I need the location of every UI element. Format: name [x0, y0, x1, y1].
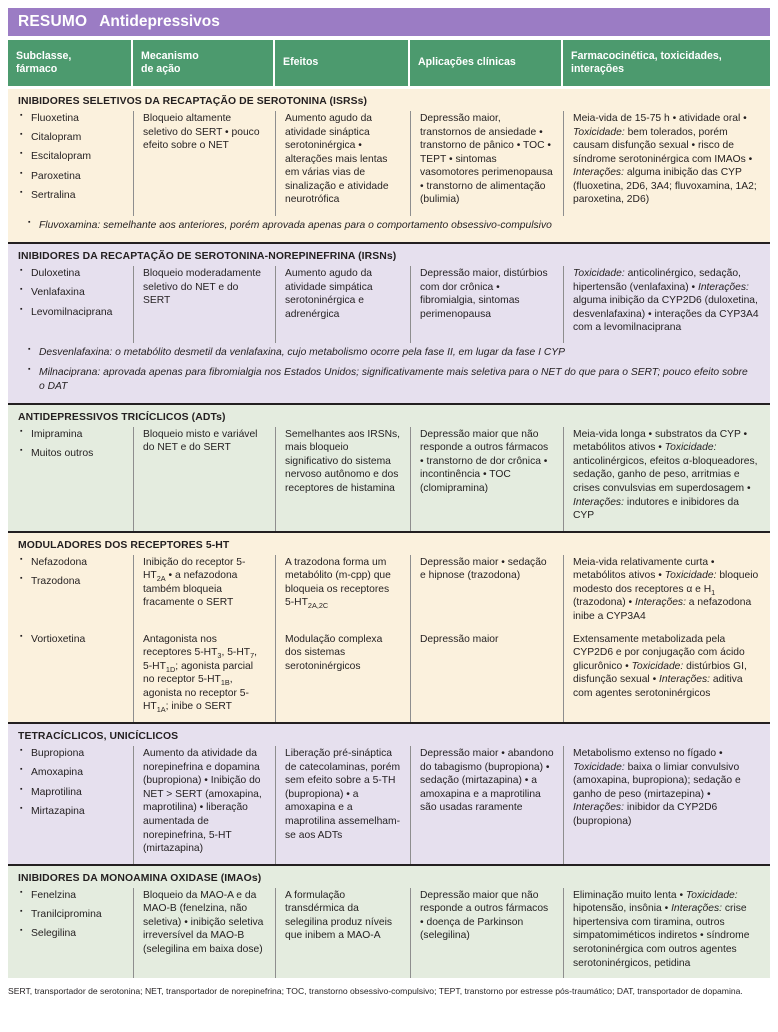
cell-aplicacoes: Depressão maior, distúrbios com dor crônica • fibromialgia, sintomas perimenopausa: [410, 266, 563, 343]
table-row: [8, 427, 770, 531]
cell-subclasse: [8, 111, 133, 216]
cell-farmacocinetica: Meia-vida longa • substratos da CYP • metabólitos ativos • Toxicidade: anticolinérgicos, efeitos α-bloqueadores, sedação, ganho de peso, arritmias e crises convulsvias em superdosagem • Interações: indutores e inibidores da CYP: [563, 427, 770, 531]
cell-aplicacoes: Depressão maior • abandono do tabagismo (bupropiona) • sedação (mirtazapina) • a amoxapina e a maprotilina são usadas raramente: [410, 746, 563, 864]
cell-subclasse: [8, 427, 133, 531]
table-row: [8, 555, 770, 632]
cell-efeitos: A trazodona forma um metabólito (m-cpp) que bloqueia os receptores $5-HT_{2A,2C}$: [275, 555, 410, 632]
drug-item: ▪ Levomilnaciprana: [20, 306, 124, 320]
cell-mecanismo: Bloqueio da MAO-A e da MAO-B (fenelzina, não seletiva) • inibição seletiva irreversível da MAO-B (selegilina em baixa dose): [133, 888, 275, 978]
drug-item: ▪ Tranilcipromina: [20, 908, 124, 922]
cell-aplicacoes: Depressão maior que não responde a outros fármacos • doença de Parkinson (selegilina): [410, 888, 563, 978]
cell-farmacocinetica: Meia-vida de 15-75 h • atividade oral • Toxicidade: bem tolerados, porém causam disfunção sexual • risco de síndrome serotoninérgica com IMAOs • Interações: alguma inibição das CYP (fluoxetina, 2D6, 3A4; fluvoxamina, 1A2; paroxetina, 2D6): [563, 111, 770, 216]
page-title-label: RESUMO: [18, 13, 88, 30]
drug-list: [20, 747, 124, 818]
section-isrs: [8, 89, 770, 242]
cell-efeitos: Aumento agudo da atividade sináptica serotoninérgica • alterações mais lentas em várias vias de sinalização e atividade neurotrófica: [275, 111, 410, 216]
cell-efeitos: Modulação complexa dos sistemas serotoninérgicos: [275, 632, 410, 722]
section-tetra: [8, 722, 770, 864]
drug-list: [20, 267, 124, 319]
summary-table-page: [0, 8, 778, 1032]
column-header-mecanismo-line2: de ação: [141, 63, 181, 75]
cell-subclasse: [8, 632, 133, 722]
cell-efeitos: Semelhantes aos IRSNs, mais bloqueio significativo do sistema nervoso autônomo e dos receptores de histamina: [275, 427, 410, 531]
table-column-headers: [8, 40, 770, 86]
cell-farmacocinetica: Eliminação muito lenta • Toxicidade: hipotensão, insônia • Interações: crise hipertensiva com tiramina, outros simpatomiméticos indiretos • síndrome serotoninérgica com outros agentes serotoninérgicos, petidina: [563, 888, 770, 978]
drug-item: ▪ Citalopram: [20, 131, 124, 145]
section-notes: [8, 216, 770, 242]
drug-item: ▪ Mirtazapina: [20, 805, 124, 819]
cell-mecanismo: Aumento da atividade da norepinefrina e dopamina (bupropiona) • Inibição do NET > SERT (amoxapina, maprotilina) • liberação aumentada de norepinefrina, 5-HT (mirtazapina): [133, 746, 275, 864]
section-title-adt: ANTIDEPRESSIVOS TRICÍCLICOS (ADTs): [18, 411, 226, 423]
section-title-isrs: INIBIDORES SELETIVOS DA RECAPTAÇÃO DE SEROTONINA (ISRSs): [18, 96, 368, 107]
section-note-item: ▪ Desvenlafaxina: o metabólito desmetil da venlafaxina, cujo metabolismo ocorre pela fase II, em lugar da fase I CYP: [28, 346, 756, 360]
cell-efeitos: A formulação transdérmica da selegilina produz níveis que inibem a MAO-A: [275, 888, 410, 978]
section-title-imao: INIBIDORES DA MONOAMINA OXIDASE (IMAOs): [18, 872, 262, 884]
drug-list: [20, 428, 124, 461]
drug-item: ▪ Vortioxetina: [20, 633, 124, 647]
cell-mecanismo: Inibição do receptor $5-HT_{2A}$ • a nefazodona também bloqueia fracamente o SERT: [133, 555, 275, 632]
section-note-item: ▪ Fluvoxamina: semelhante aos anteriores, porém aprovada apenas para o comportamento obsessivo-compulsivo: [28, 219, 756, 233]
drug-item: ▪ Trazodona: [20, 575, 124, 589]
drug-item: ▪ Fluoxetina: [20, 112, 124, 126]
section-adt: [8, 403, 770, 531]
column-header-subclasse-line2: fármaco: [16, 63, 58, 75]
cell-mecanismo: Bloqueio moderadamente seletivo do NET e do SERT: [133, 266, 275, 343]
section-mod5ht: [8, 531, 770, 722]
column-header-subclasse-line1: Subclasse,: [16, 49, 72, 62]
drug-item: ▪ Duloxetina: [20, 267, 124, 281]
cell-mecanismo: Bloqueio altamente seletivo do SERT • pouco efeito sobre o NET: [133, 111, 275, 216]
table-row: [8, 632, 770, 722]
drug-item: ▪ Paroxetina: [20, 170, 124, 184]
cell-subclasse: [8, 888, 133, 978]
section-notes: [8, 343, 770, 403]
drug-item: ▪ Bupropiona: [20, 747, 124, 761]
cell-subclasse: [8, 746, 133, 864]
table-row: [8, 888, 770, 978]
table-row: [8, 746, 770, 864]
cell-efeitos: Aumento agudo da atividade simpática serotoninérgica e adrenérgica: [275, 266, 410, 343]
column-header-efeitos: [275, 40, 410, 86]
cell-aplicacoes: Depressão maior que não responde a outros fármacos • transtorno de dor crônica • incontinência • TOC (clomipramina): [410, 427, 563, 531]
cell-mecanismo: Bloqueio misto e variável do NET e do SERT: [133, 427, 275, 531]
cell-mecanismo: Antagonista nos receptores $5-HT_3$, $5-HT_7$, $5-HT_{1D}$; agonista parcial no receptor $5-HT_{1B}$, agonista no receptor $5-HT_{1A}$; inibe o SERT: [133, 632, 275, 722]
section-note-item: ▪ Milnaciprana: aprovada apenas para fibromialgia nos Estados Unidos; significativamente mais seletiva para o NET do que para o SERT; pouco efeito sobre o DAT: [28, 366, 756, 394]
section-title-tetra: TETRACÍCLICOS, UNICÍCLICOS: [18, 731, 179, 743]
drug-item: ▪ Maprotilina: [20, 786, 124, 800]
column-header-efeitos-line1: Efeitos: [283, 56, 319, 69]
page-title-subject: Antidepressivos: [99, 13, 220, 30]
drug-item: ▪ Venlafaxina: [20, 286, 124, 300]
page-title-bar: [8, 8, 770, 36]
column-header-mecanismo: [133, 40, 275, 86]
cell-subclasse: [8, 266, 133, 343]
cell-aplicacoes: Depressão maior, transtornos de ansiedade • transtorno de pânico • TOC • TEPT • sintomas vasomotores perimenopausa • transtorno de alimentação (bulimia): [410, 111, 563, 216]
section-title-irsn: INIBIDORES DA RECAPTAÇÃO DE SEROTONINA-NOREPINEFRINA (IRSNs): [18, 251, 397, 263]
drug-item: ▪ Sertralina: [20, 189, 124, 203]
cell-subclasse: [8, 555, 133, 632]
column-header-aplicacoes-line1: Aplicações clínicas: [418, 56, 516, 69]
cell-farmacocinetica: Metabolismo extenso no fígado • Toxicidade: baixa o limiar convulsivo (amoxapina, bupropiona); sedação e ganho de peso (mirtazepina) • Interações: inibidor da CYP2D6 (bupropiona): [563, 746, 770, 864]
table-row: [8, 111, 770, 216]
cell-farmacocinetica: Toxicidade: anticolinérgico, sedação, hipertensão (venlafaxina) • Interações: alguma inibição da CYP2D6 (duloxetina, desvenlafaxina) • interações da CYP3A4 com a levomilnaciprana: [563, 266, 770, 343]
column-header-farmacocinetica-line1: Farmacocinética, toxicidades,: [571, 49, 722, 62]
drug-list: [20, 556, 124, 589]
drug-list: [20, 633, 124, 647]
table-row: [8, 266, 770, 343]
drug-item: ▪ Muitos outros: [20, 447, 124, 461]
cell-farmacocinetica: Extensamente metabolizada pela CYP2D6 e por conjugação com ácido glicurônico • Toxicidade: distúrbios GI, disfunção sexual • Interações: aditiva com agentes serotoninérgicos: [563, 632, 770, 722]
section-title-mod5ht: MODULADORES DOS RECEPTORES 5-HT: [18, 539, 230, 551]
drug-item: ▪ Amoxapina: [20, 766, 124, 780]
table-body: [8, 89, 770, 978]
table-footnote: SERT, transportador de serotonina; NET, transportador de norepinefrina; TOC, transtorno obsessivo-compulsivo; TEPT, transtorno por estresse pós-traumático; DAT, transportador de dopamina.: [8, 986, 743, 997]
drug-item: ▪ Escitalopram: [20, 150, 124, 164]
drug-list: [20, 889, 124, 941]
cell-farmacocinetica: Meia-vida relativamente curta • metabólitos ativos • Toxicidade: bloqueio modesto dos receptores α e $H_1$ (trazodona) • Interações: a nefazodona inibe a CYP3A4: [563, 555, 770, 632]
section-imao: [8, 864, 770, 978]
drug-item: ▪ Selegilina: [20, 927, 124, 941]
cell-aplicacoes: Depressão maior: [410, 632, 563, 722]
column-header-subclasse: [8, 40, 133, 86]
column-header-farmacocinetica-line2: interações: [571, 63, 624, 75]
cell-aplicacoes: Depressão maior • sedação e hipnose (trazodona): [410, 555, 563, 632]
drug-item: ▪ Nefazodona: [20, 556, 124, 570]
column-header-mecanismo-line1: Mecanismo: [141, 49, 199, 62]
drug-item: ▪ Imipramina: [20, 428, 124, 442]
section-irsn: [8, 242, 770, 403]
column-header-farmacocinetica: [563, 40, 770, 86]
drug-list: [20, 112, 124, 203]
drug-item: ▪ Fenelzina: [20, 889, 124, 903]
cell-efeitos: Liberação pré-sináptica de catecolaminas, porém sem efeito sobre a 5-TH (bupropiona) • a amoxapina e a maprotilina assemelham-se aos ADTs: [275, 746, 410, 864]
column-header-aplicacoes: [410, 40, 563, 86]
